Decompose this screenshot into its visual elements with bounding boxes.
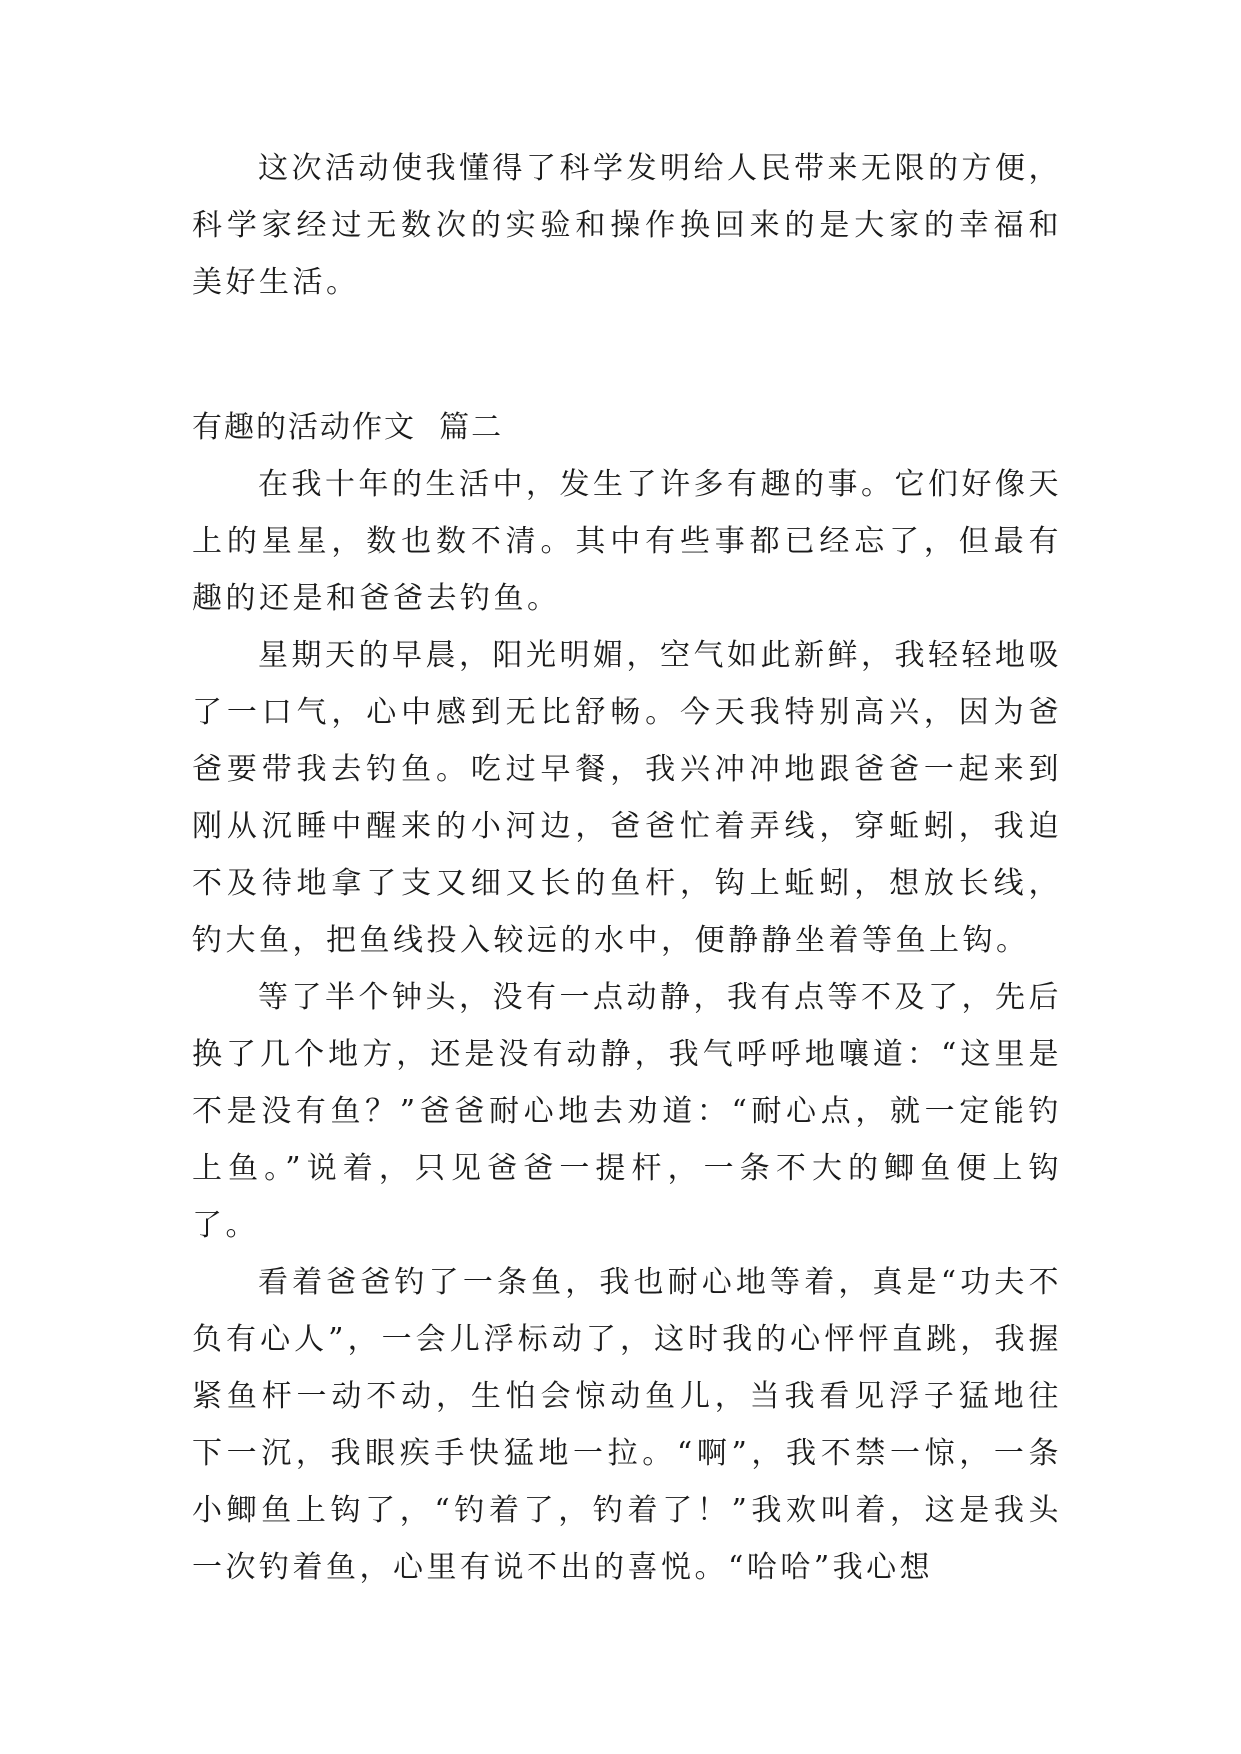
body-paragraph-2: 星期天的早晨，阳光明媚，空气如此新鲜，我轻轻地吸了一口气，心中感到无比舒畅。今天我特别高兴，因为爸爸要带我去钓鱼。吃过早餐，我兴冲冲地跟爸爸一起来到刚从沉睡中醒来的小河边，爸爸忙着弄线，穿蚯蚓，我迫不及待地拿了支又细又长的鱼杆，钩上蚯蚓，想放长线，钓大鱼，把鱼线投入较远的水中，便静静坐着等鱼上钩。 — [192, 638, 1062, 958]
document-page — [192, 140, 1062, 1596]
section-heading: 有趣的活动作文 篇二 — [192, 410, 504, 445]
body-paragraph-4: 看着爸爸钓了一条鱼，我也耐心地等着，真是“功夫不负有心人”，一会儿浮标动了，这时我的心怦怦直跳，我握紧鱼杆一动不动，生怕会惊动鱼儿，当我看见浮子猛地往下一沉，我眼疾手快猛地一拉。“啊”，我不禁一惊，一条小鲫鱼上钩了，“钓着了，钓着了！”我欢叫着，这是我头一次钓着鱼，心里有说不出的喜悦。“哈哈”我心想 — [192, 1265, 1062, 1585]
body-paragraph-1: 在我十年的生活中，发生了许多有趣的事。它们好像天上的星星，数也数不清。其中有些事都已经忘了，但最有趣的还是和爸爸去钓鱼。 — [192, 467, 1062, 616]
body-paragraph-3: 等了半个钟头，没有一点动静，我有点等不及了，先后换了几个地方，还是没有动静，我气呼呼地嚷道：“这里是不是没有鱼？”爸爸耐心地去劝道：“耐心点，就一定能钓上鱼。”说着，只见爸爸一提杆，一条不大的鲫鱼便上钩了。 — [192, 980, 1062, 1243]
intro-paragraph: 这次活动使我懂得了科学发明给人民带来无限的方便，科学家经过无数次的实验和操作换回来的是大家的幸福和美好生活。 — [192, 151, 1062, 300]
